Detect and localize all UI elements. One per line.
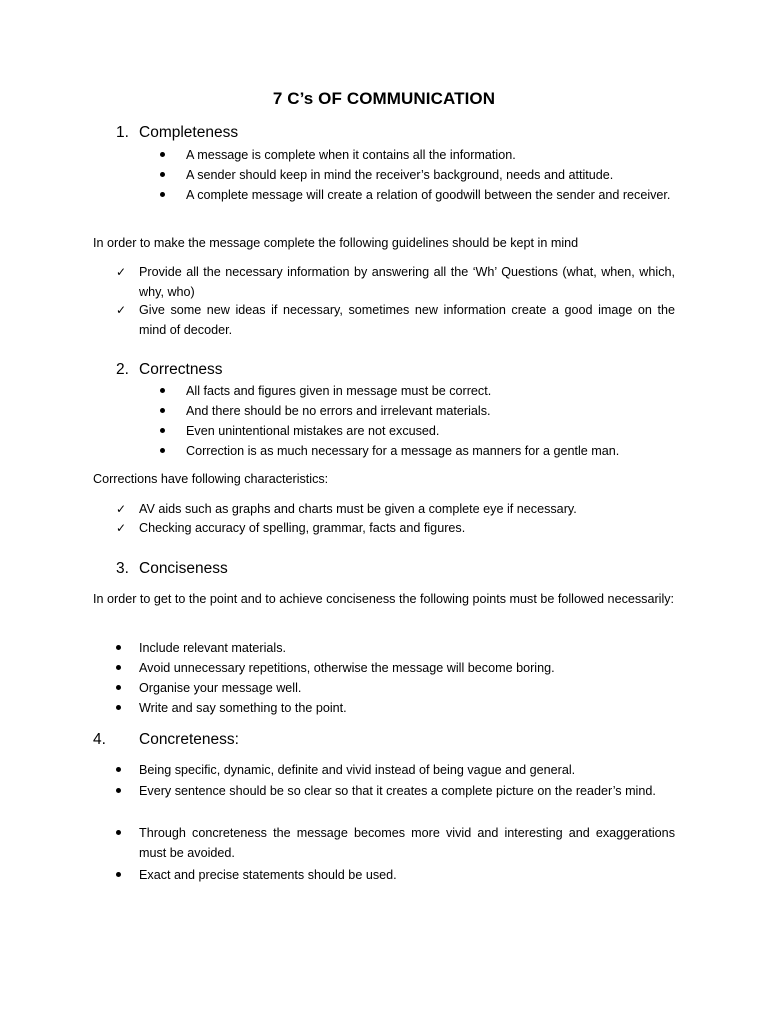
checkmark-icon: ✓ bbox=[116, 521, 127, 535]
checkmark-icon: ✓ bbox=[116, 303, 127, 317]
bullet-dot-icon bbox=[160, 401, 165, 421]
list-item-text: Organise your message well. bbox=[139, 681, 302, 695]
list-item-text: Provide all the necessary information by answering all the ‘Wh’ Questions (what, when, which, why, who) bbox=[139, 265, 675, 299]
list-item-text: A sender should keep in mind the receiver’s background, needs and attitude. bbox=[186, 168, 614, 182]
section-heading-conciseness bbox=[116, 559, 228, 579]
section-intro: In order to get to the point and to achieve conciseness the following points must be followed necessarily: bbox=[93, 592, 675, 606]
list-item bbox=[160, 441, 675, 461]
checkmark-icon: ✓ bbox=[116, 502, 127, 516]
list-item-text: A complete message will create a relation of goodwill between the sender and receiver. bbox=[186, 188, 671, 202]
bullet-dot-icon bbox=[116, 638, 121, 658]
list-item bbox=[160, 401, 675, 421]
bullet-dot-icon bbox=[116, 658, 121, 678]
list-item bbox=[116, 518, 675, 538]
list-item-text: A message is complete when it contains all the information. bbox=[186, 148, 516, 162]
list-item-text: And there should be no errors and irrelevant materials. bbox=[186, 404, 491, 418]
section-intro: Corrections have following characteristics: bbox=[93, 472, 329, 486]
section-title: Concreteness: bbox=[139, 731, 239, 748]
list-item bbox=[116, 300, 675, 340]
list-item-text: Avoid unnecessary repetitions, otherwise the message will become boring. bbox=[139, 661, 555, 675]
bullet-dot-icon bbox=[160, 165, 165, 185]
bullet-dot-icon bbox=[160, 145, 165, 165]
list-item bbox=[160, 185, 675, 205]
list-item-text: AV aids such as graphs and charts must be given a complete eye if necessary. bbox=[139, 502, 577, 516]
bullet-dot-icon bbox=[116, 865, 121, 885]
section-intro: In order to make the message complete the following guidelines should be kept in mind bbox=[93, 236, 579, 250]
list-item bbox=[160, 145, 675, 165]
section-number: 1. bbox=[116, 124, 129, 141]
bullet-dot-icon bbox=[116, 823, 121, 843]
list-item bbox=[116, 865, 675, 885]
bullet-dot-icon bbox=[116, 698, 121, 718]
section-heading-correctness bbox=[116, 360, 223, 380]
section-heading-concreteness bbox=[93, 730, 239, 750]
section-heading-completeness bbox=[116, 123, 238, 143]
section-number: 4. bbox=[93, 731, 106, 748]
list-item-text: Checking accuracy of spelling, grammar, facts and figures. bbox=[139, 521, 466, 535]
list-item-text: Correction is as much necessary for a message as manners for a gentle man. bbox=[186, 444, 620, 458]
section-title: Correctness bbox=[139, 361, 223, 378]
list-item bbox=[160, 421, 675, 441]
section-number: 2. bbox=[116, 361, 129, 378]
bullet-dot-icon bbox=[116, 678, 121, 698]
section-title: Completeness bbox=[139, 124, 239, 141]
list-item-text: Even unintentional mistakes are not excused. bbox=[186, 424, 440, 438]
list-item bbox=[116, 678, 675, 698]
bullet-dot-icon bbox=[116, 760, 121, 780]
bullet-dot-icon bbox=[160, 381, 165, 401]
list-item bbox=[116, 781, 675, 801]
list-item bbox=[116, 499, 675, 519]
section-number: 3. bbox=[116, 560, 129, 577]
list-item bbox=[116, 698, 675, 718]
list-item bbox=[116, 262, 675, 302]
bullet-dot-icon bbox=[160, 185, 165, 205]
list-item bbox=[116, 760, 675, 780]
list-item bbox=[116, 823, 675, 863]
list-item bbox=[160, 165, 675, 185]
bullet-dot-icon bbox=[160, 421, 165, 441]
list-item-text: All facts and figures given in message must be correct. bbox=[186, 384, 492, 398]
list-item-text: Through concreteness the message becomes more vivid and interesting and exaggerations must be avoided. bbox=[139, 826, 675, 860]
list-item-text: Every sentence should be so clear so that it creates a complete picture on the reader’s mind. bbox=[139, 784, 656, 798]
list-item bbox=[160, 381, 675, 401]
page-title: 7 C’s OF COMMUNICATION bbox=[272, 89, 496, 108]
section-title: Conciseness bbox=[139, 560, 228, 577]
list-item-text: Write and say something to the point. bbox=[139, 701, 347, 715]
list-item-text: Being specific, dynamic, definite and vivid instead of being vague and general. bbox=[139, 763, 576, 777]
list-item-text: Exact and precise statements should be used. bbox=[139, 868, 397, 882]
list-item-text: Give some new ideas if necessary, sometimes new information create a good image on the mind of decoder. bbox=[139, 303, 675, 337]
list-item bbox=[116, 658, 675, 678]
list-item-text: Include relevant materials. bbox=[139, 641, 286, 655]
list-item bbox=[116, 638, 675, 658]
checkmark-icon: ✓ bbox=[116, 265, 127, 279]
bullet-dot-icon bbox=[160, 441, 165, 461]
bullet-dot-icon bbox=[116, 781, 121, 801]
